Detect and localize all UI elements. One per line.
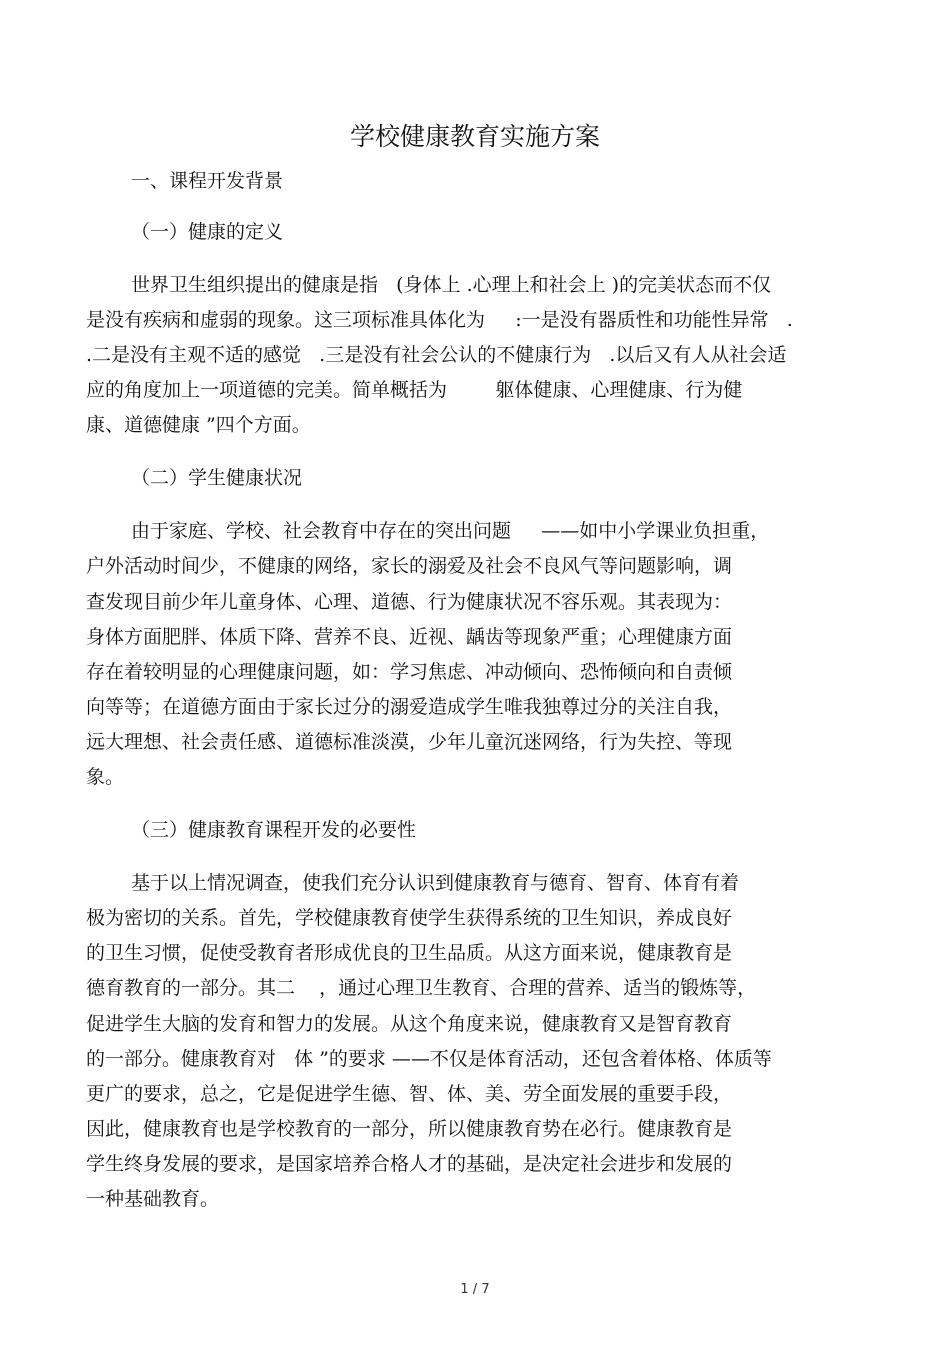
- paragraph-line: .二是没有主观不适的感觉 .三是没有社会公认的不健康行为 .以后又有人从社会适: [86, 344, 787, 366]
- paragraph-line: 的一部分。健康教育对 体 ”的要求 ——不仅是体育活动，还包含着体格、体质等: [86, 1048, 772, 1070]
- paragraph-line: 应的角度加上一项道德的完美。简单概括为 躯体健康、心理健康、行为健: [86, 379, 743, 401]
- paragraph-line: 向等等；在道德方面由于家长过分的溺爱造成学生唯我独尊过分的关注自我，: [86, 696, 733, 718]
- subsection-heading-student-health: （二）学生健康状况: [131, 467, 303, 489]
- paragraph-line: 由于家庭、学校、社会教育中存在的突出问题 ——如中小学课业负担重，: [131, 520, 770, 542]
- paragraph-line: 康、道德健康 ”四个方面。: [86, 414, 311, 436]
- paragraph-line: 更广的要求，总之，它是促进学生德、智、体、美、劳全面发展的重要手段，: [86, 1083, 733, 1105]
- paragraph-line: 一种基础教育。: [86, 1188, 220, 1210]
- subsection-heading-definition: （一）健康的定义: [131, 221, 284, 243]
- paragraph-line: 的卫生习惯，促使受教育者形成优良的卫生品质。从这方面来说，健康教育是: [86, 942, 733, 964]
- paragraph-line: 存在着较明显的心理健康问题，如：学习焦虑、冲动倾向、恐怖倾向和自责倾: [86, 661, 733, 683]
- paragraph-line: 户外活动时间少，不健康的网络，家长的溺爱及社会不良风气等问题影响，调: [86, 555, 733, 577]
- paragraph-line: 查发现目前少年儿童身体、心理、道德、行为健康状况不容乐观。其表现为：: [86, 591, 733, 613]
- section-heading-background: 一、课程开发背景: [131, 170, 284, 192]
- paragraph-line: 是没有疾病和虚弱的现象。这三项标准具体化为 :一是没有器质性和功能性异常 .: [86, 309, 793, 331]
- paragraph-line: 德育教育的一部分。其二 ，通过心理卫生教育、合理的营养、适当的锻炼等，: [86, 977, 757, 999]
- paragraph-line: 学生终身发展的要求，是国家培养合格人才的基础，是决定社会进步和发展的: [86, 1153, 733, 1175]
- paragraph-line: 远大理想、社会责任感、道德标准淡漠，少年儿童沉迷网络，行为失控、等现: [86, 731, 733, 753]
- paragraph-line: 因此，健康教育也是学校教育的一部分，所以健康教育势在必行。健康教育是: [86, 1118, 733, 1140]
- subsection-heading-necessity: （三）健康教育课程开发的必要性: [131, 819, 417, 841]
- page-indicator: 1 / 7: [460, 1282, 490, 1297]
- paragraph-line: 象。: [86, 766, 125, 788]
- paragraph-line: 促进学生大脑的发育和智力的发展。从这个角度来说，健康教育又是智育教育: [86, 1013, 733, 1035]
- paragraph-line: 身体方面肥胖、体质下降、营养不良、近视、龋齿等现象严重；心理健康方面: [86, 626, 733, 648]
- paragraph-line: 基于以上情况调查，使我们充分认识到健康教育与德育、智育、体育有着: [131, 872, 740, 894]
- document-title: 学校健康教育实施方案: [349, 122, 600, 151]
- paragraph-line: 极为密切的关系。首先，学校健康教育使学生获得系统的卫生知识，养成良好: [86, 907, 733, 929]
- paragraph-line: 世界卫生组织提出的健康是指 (身体上 .心理上和社会上 )的完美状态而不仅: [131, 274, 772, 296]
